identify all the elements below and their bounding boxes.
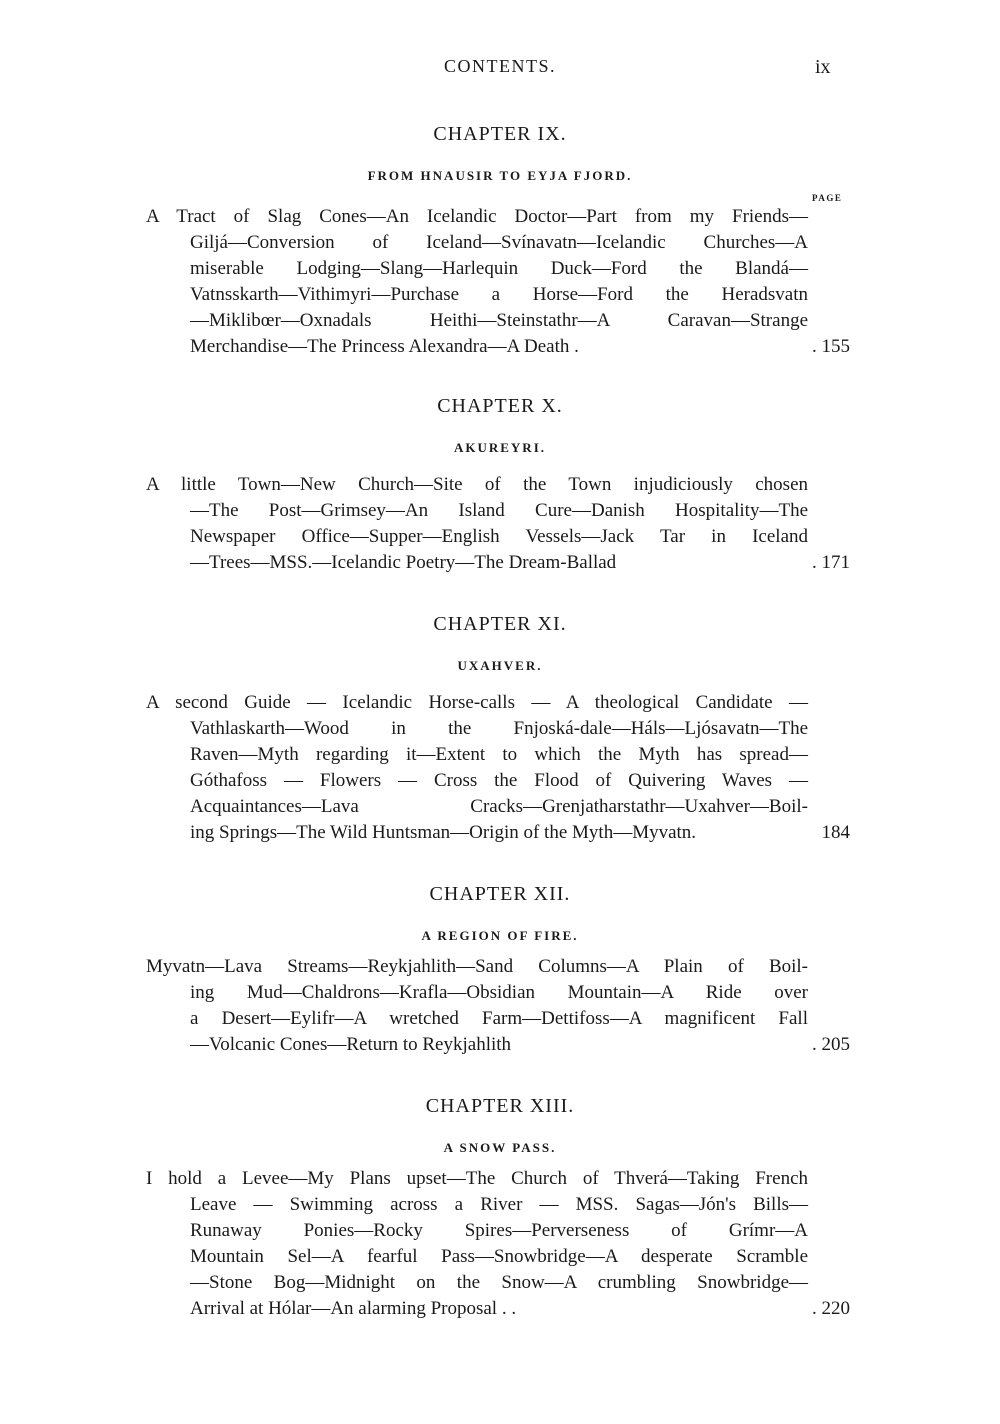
summary-line: a Desert—Eylifr—A wretched Farm—Dettifoss—A magnificent Fall [190,1008,808,1029]
chapter-10-summary [146,472,850,576]
chapter-title: CHAPTER XII. [429,883,571,905]
summary-line: Merchandise—The Princess Alexandra—A Death . . 155 [146,334,850,360]
summary-line: Giljá—Conversion of Iceland—Svínavatn—Icelandic Churches—A [190,232,808,253]
summary-line: Acquaintances—Lava Cracks—Grenjatharstathr—Uxahver—Boil- [190,796,808,817]
summary-line: ing Mud—Chaldrons—Krafla—Obsidian Mountain—A Ride over [190,982,808,1003]
running-title: CONTENTS. [444,56,556,76]
chapter-12 [0,880,1000,946]
summary-line: —Stone Bog—Midnight on the Snow—A crumbling Snowbridge— [190,1272,808,1293]
summary-line: A little Town—New Church—Site of the Town injudiciously chosen [146,474,808,495]
chapter-13-summary [146,1166,850,1322]
summary-line: Vatnsskarth—Vithimyri—Purchase a Horse—Ford the Heradsvatn [190,284,808,305]
summary-line: Myvatn—Lava Streams—Reykjahlith—Sand Columns—A Plain of Boil- [146,956,808,977]
summary-line: Runaway Ponies—Rocky Spires—Perverseness of Grímr—A [190,1220,808,1241]
page-ref: . 155 [812,336,850,357]
summary-line: ing Springs—The Wild Huntsman—Origin of the Myth—Myvatn. 184 [146,820,850,846]
chapter-13 [0,1092,1000,1158]
chapter-10 [0,392,1000,458]
chapter-title: CHAPTER XIII. [425,1095,575,1117]
summary-line: Mountain Sel—A fearful Pass—Snowbridge—A desperate Scramble [190,1246,808,1267]
chapter-12-summary [146,954,850,1058]
summary-line: I hold a Levee—My Plans upset—The Church of Thverá—Taking French [146,1168,808,1189]
summary-line: Góthafoss — Flowers — Cross the Flood of Quivering Waves — [190,770,808,791]
page-ref: . 220 [812,1298,850,1319]
chapter-title: CHAPTER X. [437,395,563,417]
summary-line: —Volcanic Cones—Return to Reykjahlith . 205 [146,1032,850,1058]
summary-line: Leave — Swimming across a River — MSS. Sagas—Jón's Bills— [190,1194,808,1215]
chapter-subtitle: A REGION OF FIRE. [421,928,579,943]
page-ref: . 171 [812,552,850,573]
summary-line: Raven—Myth regarding it—Extent to which the Myth has spread— [190,744,808,765]
summary-line: —The Post—Grimsey—An Island Cure—Danish Hospitality—The [190,500,808,521]
summary-line: —Trees—MSS.—Icelandic Poetry—The Dream-Ballad . 171 [146,550,850,576]
page-column-label: PAGE [812,193,843,203]
page-ref: 184 [821,822,850,843]
summary-line: A Tract of Slag Cones—An Icelandic Doctor—Part from my Friends— [146,206,808,227]
summary-line: Arrival at Hólar—An alarming Proposal . . . 220 [146,1296,850,1322]
chapter-subtitle: FROM HNAUSIR TO EYJA FJORD. [367,168,633,183]
chapter-9 [0,120,1000,186]
chapter-subtitle: AKUREYRI. [453,440,547,455]
chapter-subtitle: A SNOW PASS. [443,1140,557,1155]
chapter-title: CHAPTER XI. [433,613,567,635]
running-head [0,56,1000,84]
page-number: ix [815,56,831,78]
summary-line: Vathlaskarth—Wood in the Fnjoská-dale—Háls—Ljósavatn—The [190,718,808,739]
chapter-11 [0,610,1000,676]
chapter-title: CHAPTER IX. [433,123,567,145]
summary-line: Newspaper Office—Supper—English Vessels—Jack Tar in Iceland [190,526,808,547]
summary-line: miserable Lodging—Slang—Harlequin Duck—Ford the Blandá— [190,258,808,279]
page-ref: . 205 [812,1034,850,1055]
chapter-subtitle: UXAHVER. [457,658,543,673]
chapter-9-summary [146,204,850,360]
summary-line: —Miklibœr—Oxnadals Heithi—Steinstathr—A Caravan—Strange [190,310,808,331]
summary-line: A second Guide — Icelandic Horse-calls — A theological Candidate — [146,692,808,713]
chapter-11-summary [146,690,850,846]
